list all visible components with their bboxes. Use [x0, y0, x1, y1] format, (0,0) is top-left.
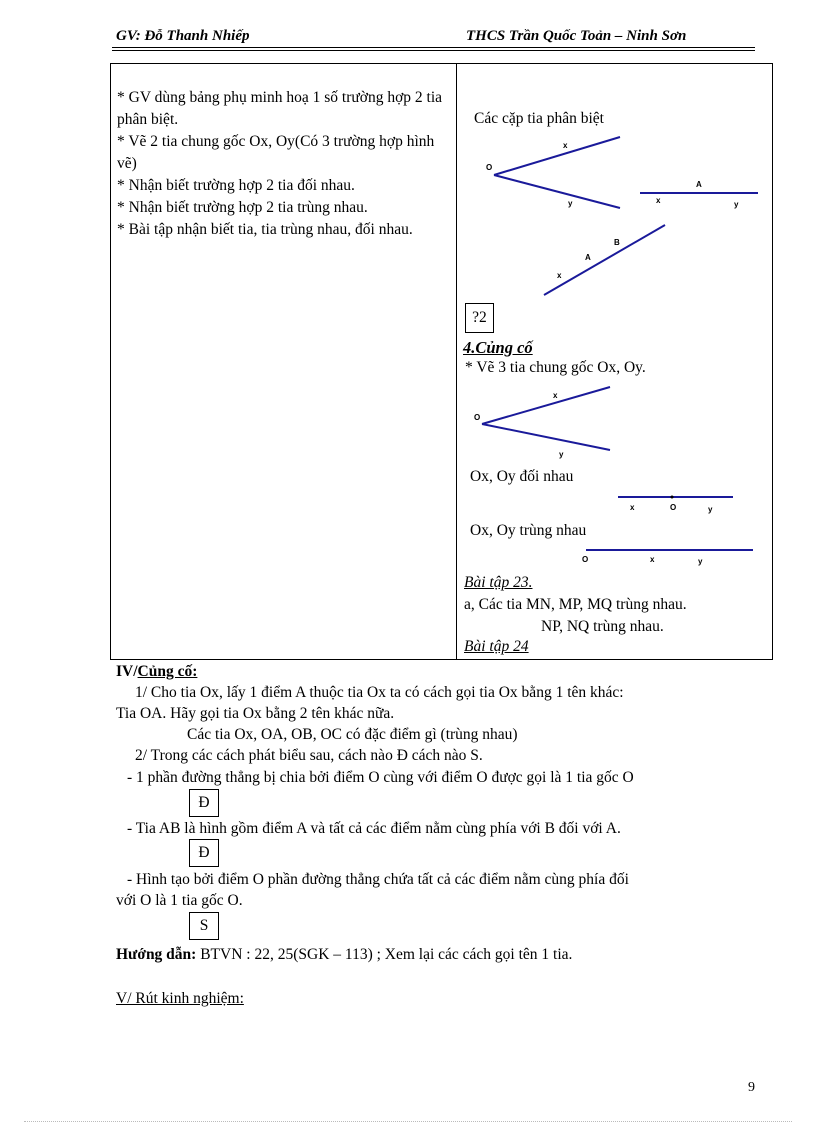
question-box: ?2 — [465, 303, 494, 333]
footer-rule — [24, 1121, 792, 1122]
left-column — [117, 87, 452, 241]
label-y: y — [698, 557, 703, 566]
draw-instruction: * Vẽ 3 tia chung gốc Ox, Oy. — [465, 359, 646, 376]
label-y: y — [708, 505, 713, 514]
question-1: 1/ Cho tia Ox, lấy 1 điểm A thuộc tia Ox ta có cách gọi tia Ox bằng 1 tên khác: — [135, 684, 624, 701]
exercise-24-title: Bài tập 24 — [464, 638, 529, 655]
label-a: A — [696, 180, 702, 189]
page-number: 9 — [748, 1080, 755, 1095]
label-x: x — [557, 271, 562, 280]
section-title: 4.Củng cố — [463, 338, 533, 357]
label-o: O — [486, 163, 493, 172]
consolidation-heading: IV/Củng cố: — [116, 663, 198, 680]
left-line: * Nhận biết trường hợp 2 tia đối nhau. — [117, 177, 355, 194]
opposite-rays-figure — [612, 488, 737, 516]
left-line: * Vẽ 2 tia chung gốc Ox, Oy(Có 3 trường hợp hình vẽ) — [117, 133, 435, 172]
label-y: y — [559, 450, 564, 459]
question-1-note: Các tia Ox, OA, OB, OC có đặc điểm gì (trùng nhau) — [187, 726, 518, 743]
header-teacher: GV: Đỗ Thanh Nhiếp — [116, 28, 250, 44]
label-o: O — [582, 555, 589, 564]
ray-ab — [544, 225, 665, 295]
label-x: x — [563, 141, 568, 150]
question-1-cont: Tia OA. Hãy gọi tia Ox bằng 2 tên khác nữa. — [116, 705, 395, 722]
label-y: y — [734, 200, 739, 209]
label-y: y — [568, 199, 573, 208]
statement-3-answer: S — [189, 912, 219, 940]
opposite-label: Ox, Oy đối nhau — [470, 468, 574, 485]
label-a: A — [585, 253, 591, 262]
experience-heading: V/ Rút kinh nghiệm: — [116, 990, 244, 1007]
label-x: x — [553, 391, 558, 400]
header-rule — [112, 47, 755, 48]
header-school: THCS Trần Quốc Toản – Ninh Sơn — [466, 28, 687, 44]
ray-ox — [494, 137, 620, 175]
exercise-23-line2: NP, NQ trùng nhau. — [541, 618, 664, 635]
coincide-rays-figure — [578, 541, 758, 567]
distinct-rays-figure — [460, 128, 770, 303]
label-x: x — [630, 503, 635, 512]
label-b: B — [614, 238, 620, 247]
statement-1: - 1 phần đường thẳng bị chia bởi điểm O cùng với điểm O được gọi là 1 tia gốc O — [127, 769, 634, 786]
label-x: x — [656, 196, 661, 205]
left-line: * GV dùng bảng phụ minh hoạ 1 số trường hợp 2 tia phân biệt. — [117, 89, 443, 128]
statement-2-answer: Đ — [189, 839, 219, 867]
label-x: x — [650, 555, 655, 564]
exercise-23-line1: a, Các tia MN, MP, MQ trùng nhau. — [464, 596, 687, 613]
label-o: O — [474, 413, 481, 422]
header-rule-2 — [112, 50, 755, 51]
left-line: * Bài tập nhận biết tia, tia trùng nhau, đối nhau. — [117, 221, 413, 238]
left-line: * Nhận biết trường hợp 2 tia trùng nhau. — [117, 199, 368, 216]
statement-3-cont: với O là 1 tia gốc O. — [116, 892, 243, 909]
ray-oy — [494, 175, 620, 208]
statement-2: - Tia AB là hình gồm điểm A và tất cả các điểm nằm cùng phía với B đối với A. — [127, 820, 621, 837]
guidance: Hướng dẫn: BTVN : 22, 25(SGK – 113) ; Xem lại các cách gọi tên 1 tia. — [116, 946, 573, 963]
label-o: O — [670, 503, 677, 512]
coincide-label: Ox, Oy trùng nhau — [470, 522, 587, 539]
distinct-pairs-title: Các cặp tia phân biệt — [474, 110, 604, 127]
statement-3: - Hình tạo bởi điểm O phần đường thẳng chứa tất cả các điểm nằm cùng phía đối — [127, 871, 629, 888]
table-divider — [456, 64, 457, 659]
question-2: 2/ Trong các cách phát biểu sau, cách nào Đ cách nào S. — [135, 747, 483, 764]
statement-1-answer: Đ — [189, 789, 219, 817]
common-origin-figure — [470, 382, 620, 462]
exercise-23-title: Bài tập 23. — [464, 574, 533, 591]
